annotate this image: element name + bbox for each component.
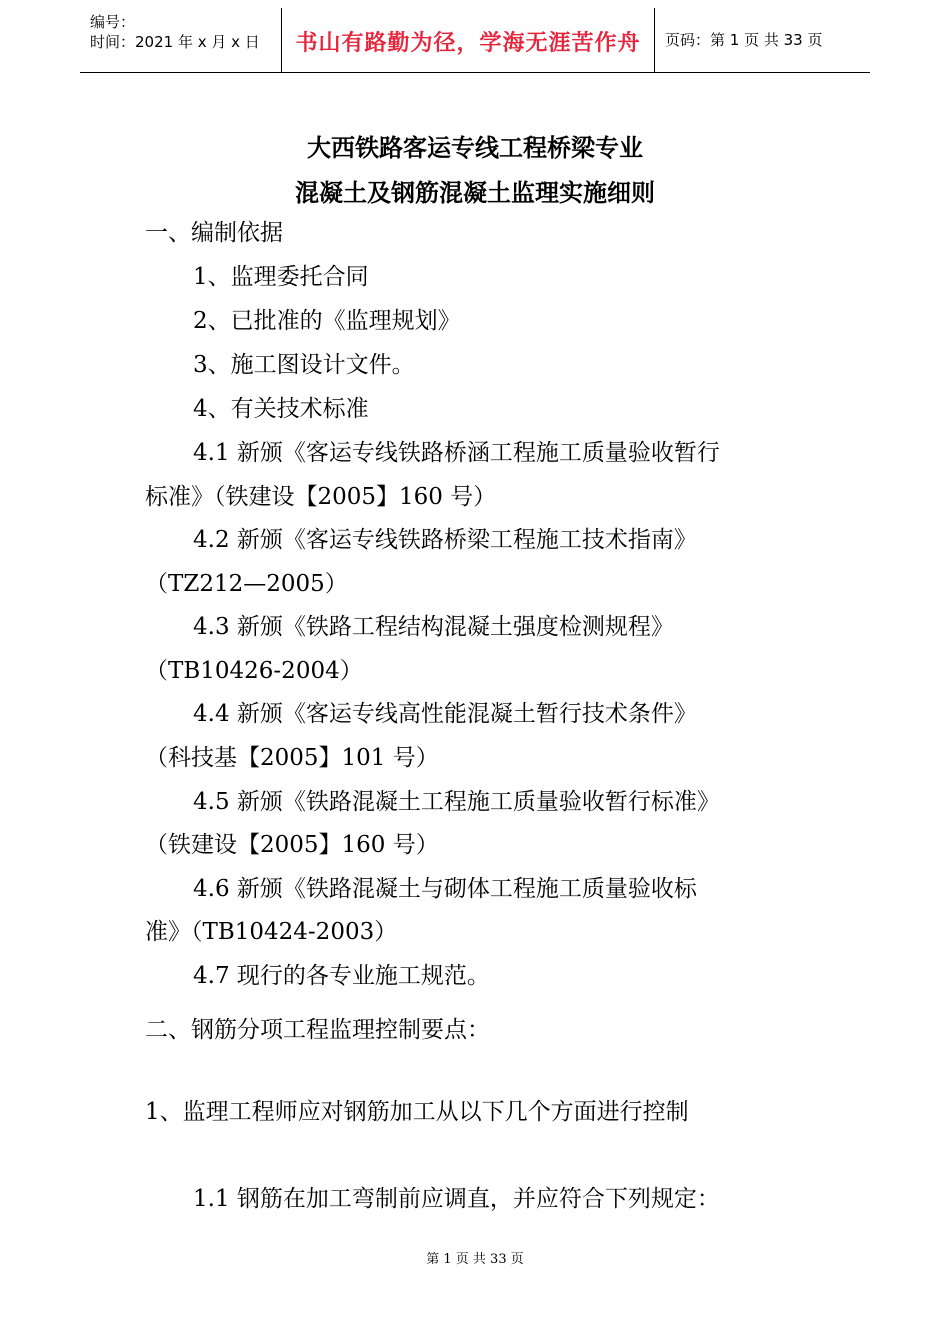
document-title-line2: 混凝土及钢筋混凝土监理实施细则: [295, 179, 655, 207]
header-motto-cell: [281, 8, 655, 72]
standard-4-4-line2: （科技基【2005】101 号）: [145, 745, 439, 771]
standard-4-6-line2: 准》（TB10424-2003）: [145, 919, 398, 945]
control-point-1: 1、监理工程师应对钢筋加工从以下几个方面进行控制: [145, 1099, 689, 1125]
standard-4-4-line1: 4.4 新颁《客运专线高性能混凝土暂行技术条件》: [193, 701, 697, 727]
list-item: 1、监理委托合同: [193, 264, 369, 290]
section1-heading: 一、编制依据: [145, 220, 283, 246]
list-item: 4、有关技术标准: [193, 396, 369, 422]
standard-4-5-line1: 4.5 新颁《铁路混凝土工程施工质量验收暂行标准》: [193, 789, 720, 815]
document-title-line1: 大西铁路客运专线工程桥梁专业: [307, 134, 643, 162]
standard-4-1-line1: 4.1 新颁《客运专线铁路桥涵工程施工质量验收暂行: [193, 440, 720, 466]
page-header: [80, 8, 870, 73]
standard-4-1-line2: 标准》（铁建设【2005】160 号）: [145, 484, 497, 510]
number-label: 编号：: [90, 13, 136, 31]
time-label: 时间：2021 年 x 月 x 日: [90, 33, 260, 51]
standard-4-2-line1: 4.2 新颁《客运专线铁路桥梁工程施工技术指南》: [193, 527, 697, 553]
page-footer: 第 1 页 共 33 页: [426, 1252, 524, 1267]
list-item: 2、已批准的《监理规划》: [193, 308, 461, 334]
standard-4-3-line2: （TB10426-2004）: [145, 658, 363, 684]
standard-4-2-line2: （TZ212—2005）: [145, 571, 348, 597]
header-page-info: 页码：第 1 页 共 33 页: [665, 31, 823, 49]
standard-4-6-line1: 4.6 新颁《铁路混凝土与砌体工程施工质量验收标: [193, 876, 697, 902]
header-meta: [80, 8, 281, 72]
standard-4-5-line2: （铁建设【2005】160 号）: [145, 832, 439, 858]
motto: 书山有路勤为径，学海无涯苦作舟: [295, 31, 641, 56]
standard-4-3-line1: 4.3 新颁《铁路工程结构混凝土强度检测规程》: [193, 614, 674, 640]
standard-4-7: 4.7 现行的各专业施工规范。: [193, 963, 490, 989]
section2-heading: 二、钢筋分项工程监理控制要点：: [145, 1017, 490, 1043]
control-point-1-1: 1.1 钢筋在加工弯制前应调直，并应符合下列规定：: [193, 1186, 720, 1212]
list-item: 3、施工图设计文件。: [193, 352, 415, 378]
